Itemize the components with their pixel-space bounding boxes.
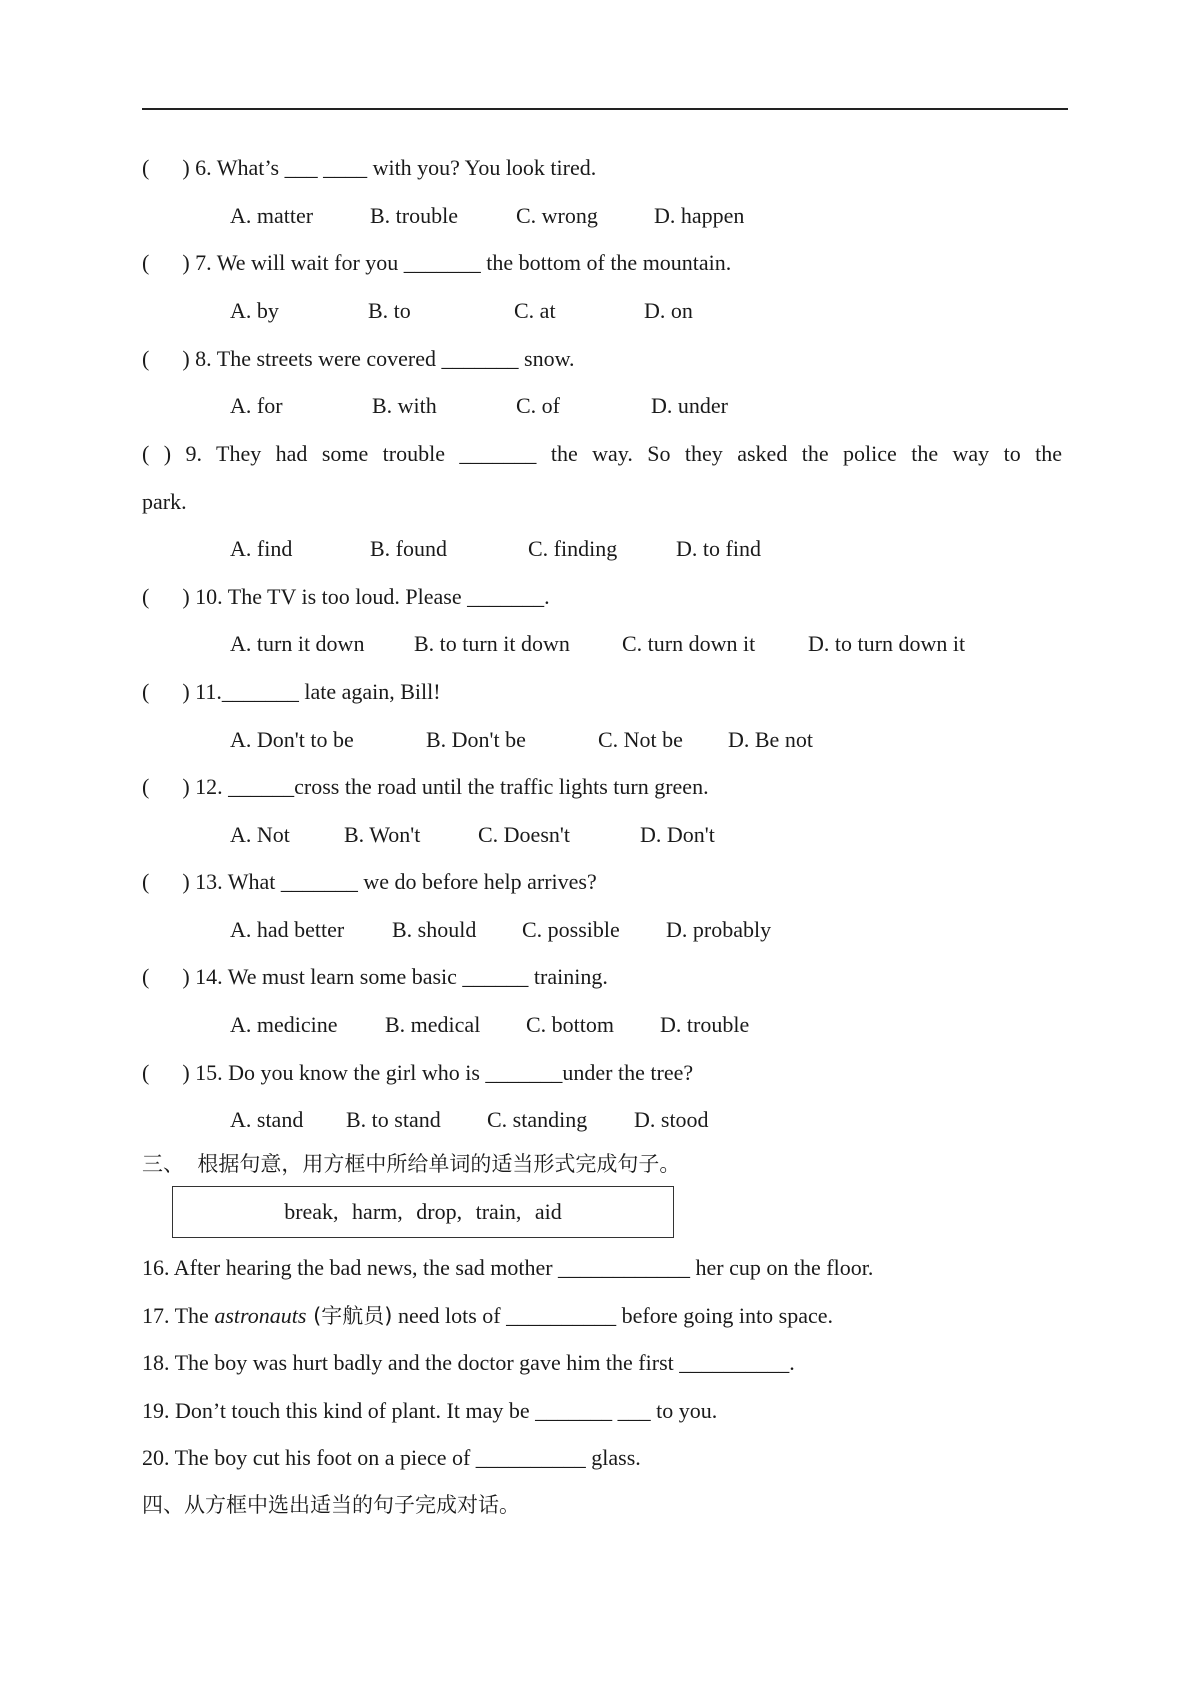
- word-box: [172, 1186, 674, 1238]
- q9-option-b: B. found: [370, 536, 447, 561]
- question-9-stem: ( ) 9. They had some trouble _______ the way. So they asked the police the way to the: [142, 441, 1062, 466]
- q15-option-d: D. stood: [634, 1107, 709, 1132]
- item-17-chinese-gloss: (宇航员): [306, 1304, 393, 1328]
- q14-option-c: C. bottom: [526, 1012, 615, 1037]
- q14-option-a: A. medicine: [230, 1012, 338, 1037]
- q13-option-a: A. had better: [230, 917, 345, 942]
- item-20: 20. The boy cut his foot on a piece of __________ glass.: [142, 1445, 641, 1470]
- section-3-heading: 三、 根据句意，用方框中所给单词的适当形式完成句子。: [142, 1152, 681, 1176]
- item-17-lead: 17. The: [142, 1303, 215, 1328]
- question-9-stem-continued: park.: [142, 489, 187, 514]
- q14-option-d: D. trouble: [660, 1012, 750, 1037]
- q9-option-d: D. to find: [676, 536, 761, 561]
- q13-option-c: C. possible: [522, 917, 620, 942]
- q7-option-b: B. to: [368, 298, 411, 323]
- q12-option-a: A. Not: [230, 822, 290, 847]
- question-14-stem: ( ) 14. We must learn some basic ______ training.: [142, 964, 608, 989]
- q9-option-a: A. find: [230, 536, 293, 561]
- q7-option-a: A. by: [230, 298, 279, 323]
- q13-option-b: B. should: [392, 917, 477, 942]
- header-rule: [142, 108, 1068, 110]
- q13-option-d: D. probably: [666, 917, 772, 942]
- item-17-rest: need lots of __________ before going into space.: [392, 1303, 833, 1328]
- question-7-stem: ( ) 7. We will wait for you _______ the bottom of the mountain.: [142, 250, 732, 275]
- question-15-stem: ( ) 15. Do you know the girl who is _______under the tree?: [142, 1060, 694, 1085]
- q10-option-d: D. to turn down it: [808, 631, 966, 656]
- q6-option-c: C. wrong: [516, 203, 598, 228]
- q7-option-c: C. at: [514, 298, 556, 323]
- q11-option-b: B. Don't be: [426, 727, 526, 752]
- q12-option-d: D. Don't: [640, 822, 715, 847]
- q8-option-d: D. under: [651, 393, 728, 418]
- q15-option-c: C. standing: [487, 1107, 588, 1132]
- q15-option-a: A. stand: [230, 1107, 304, 1132]
- q11-option-a: A. Don't to be: [230, 727, 354, 752]
- q14-option-b: B. medical: [385, 1012, 481, 1037]
- q8-option-b: B. with: [372, 393, 437, 418]
- q6-option-d: D. happen: [654, 203, 745, 228]
- q12-option-b: B. Won't: [344, 822, 421, 847]
- question-12-stem: ( ) 12. ______cross the road until the traffic lights turn green.: [142, 774, 709, 799]
- q8-option-a: A. for: [230, 393, 283, 418]
- item-18: 18. The boy was hurt badly and the doctor gave him the first __________.: [142, 1350, 795, 1375]
- q12-option-c: C. Doesn't: [478, 822, 570, 847]
- q6-option-a: A. matter: [230, 203, 314, 228]
- q10-option-c: C. turn down it: [622, 631, 756, 656]
- q10-option-a: A. turn it down: [230, 631, 365, 656]
- q6-option-b: B. trouble: [370, 203, 458, 228]
- question-8-stem: ( ) 8. The streets were covered _______ snow.: [142, 346, 575, 371]
- item-19: 19. Don’t touch this kind of plant. It may be _______ ___ to you.: [142, 1398, 718, 1423]
- question-13-stem: ( ) 13. What _______ we do before help arrives?: [142, 869, 597, 894]
- section-4-heading: 四、从方框中选出适当的句子完成对话。: [142, 1493, 520, 1517]
- q8-option-c: C. of: [516, 393, 560, 418]
- q11-option-c: C. Not be: [598, 727, 683, 752]
- item-17-italic-word: astronauts: [214, 1303, 307, 1328]
- q11-option-d: D. Be not: [728, 727, 813, 752]
- question-6-stem: ( ) 6. What’s ___ ____ with you? You look tired.: [142, 155, 597, 180]
- question-10-stem: ( ) 10. The TV is too loud. Please _______.: [142, 584, 550, 609]
- q15-option-b: B. to stand: [346, 1107, 441, 1132]
- q10-option-b: B. to turn it down: [414, 631, 570, 656]
- q9-option-c: C. finding: [528, 536, 618, 561]
- word-box-words: break, harm, drop, train, aid: [284, 1199, 562, 1224]
- q7-option-d: D. on: [644, 298, 693, 323]
- question-11-stem: ( ) 11._______ late again, Bill!: [142, 679, 441, 704]
- item-16: 16. After hearing the bad news, the sad mother ____________ her cup on the floor.: [142, 1255, 874, 1280]
- item-17: [142, 1302, 833, 1330]
